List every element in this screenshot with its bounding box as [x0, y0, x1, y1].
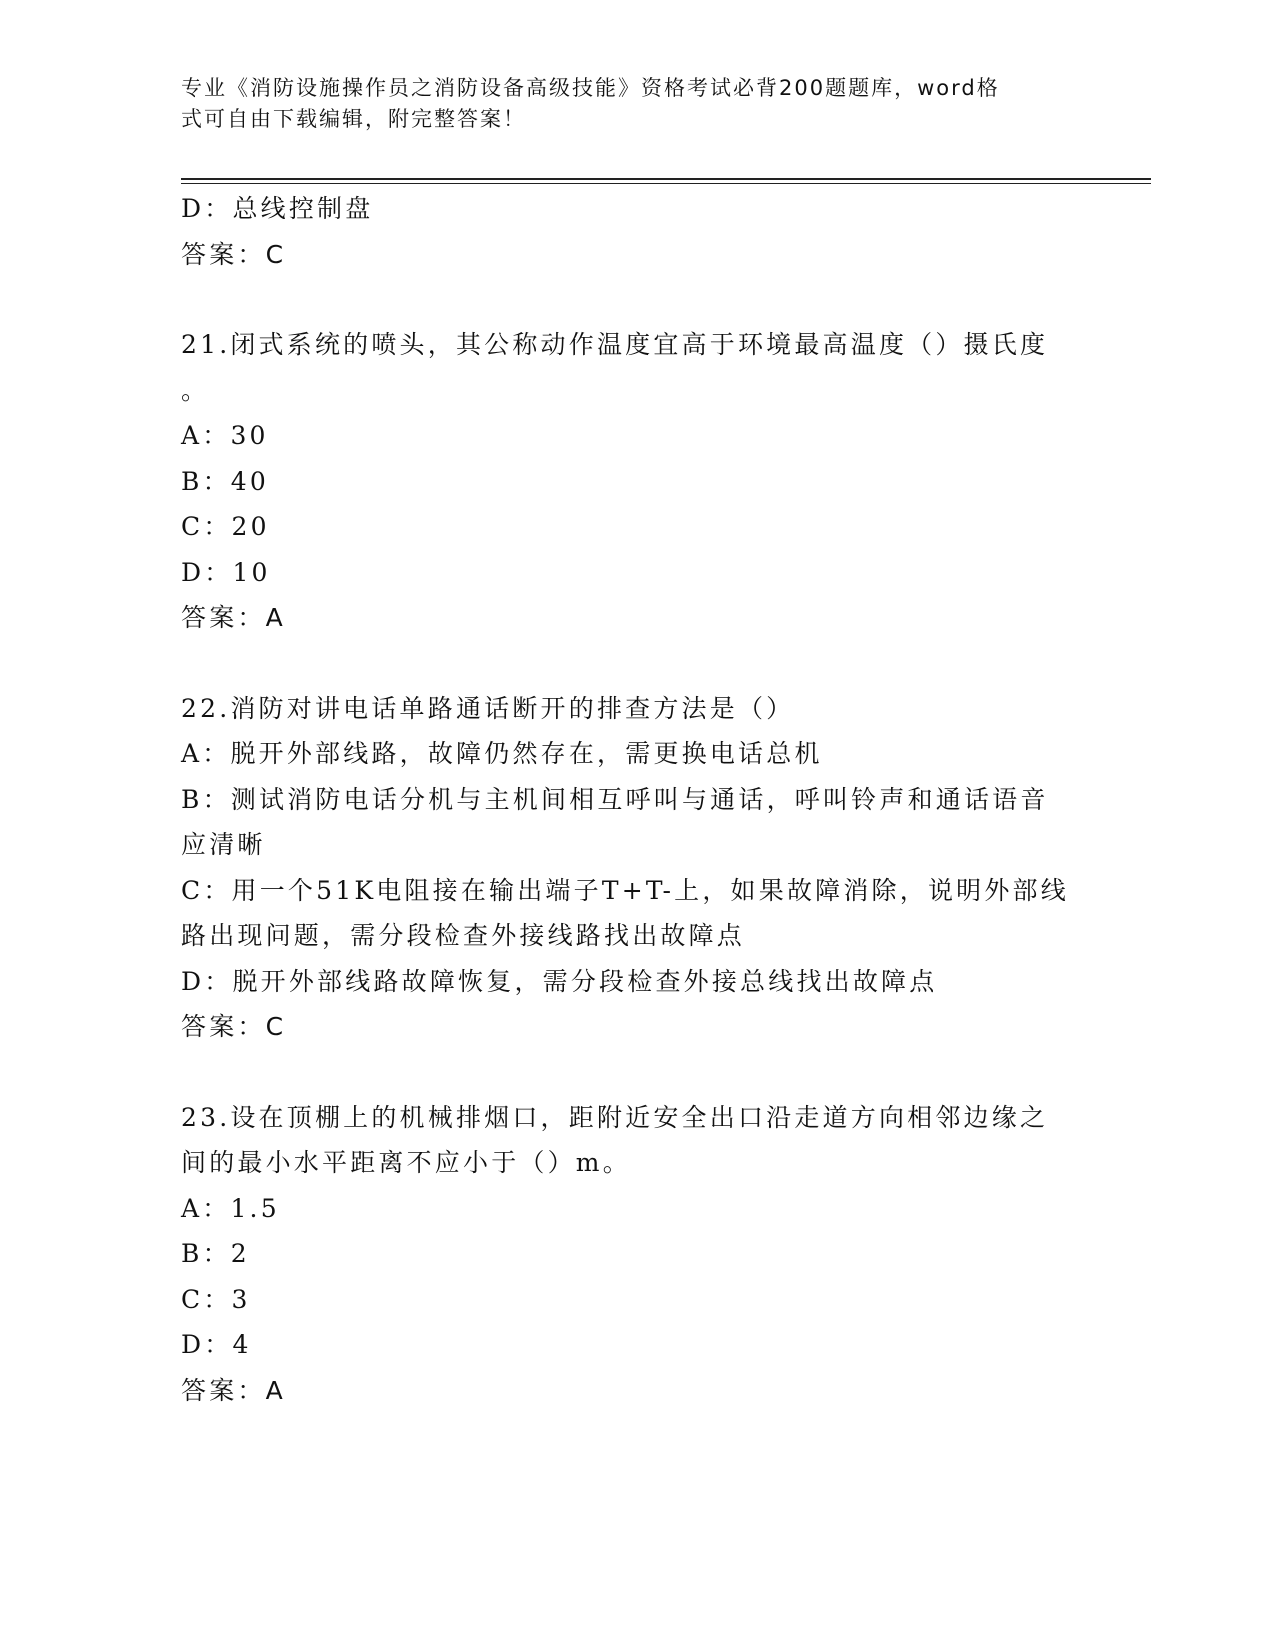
option-b: B：2 — [181, 1239, 250, 1268]
spacer — [181, 277, 1081, 322]
answer-text: 答案：A — [181, 603, 286, 632]
question-list — [181, 186, 1081, 1413]
option-a: A：脱开外部线路，故障仍然存在，需更换电话总机 — [181, 739, 823, 768]
question-stem-continued: 间的最小水平距离不应小于（）m。 — [181, 1148, 631, 1177]
option-c-continued: 路出现问题，需分段检查外接线路找出故障点 — [181, 921, 746, 950]
answer-text: 答案：C — [181, 1012, 287, 1041]
header-title-line-2: 式可自由下载编辑，附完整答案！ — [181, 107, 526, 131]
option-d: D：总线控制盘 — [181, 194, 374, 223]
option-b-continued: 应清晰 — [181, 830, 266, 859]
spacer — [181, 1050, 1081, 1095]
option-d: D：4 — [181, 1330, 252, 1359]
header-divider-thin — [181, 183, 1151, 184]
header-divider — [181, 178, 1151, 180]
question-block-prev — [181, 186, 1081, 277]
option-b: B：测试消防电话分机与主机间相互呼叫与通话，呼叫铃声和通话语音 — [181, 784, 1049, 814]
option-c: C：3 — [181, 1284, 251, 1314]
spacer — [181, 641, 1081, 686]
option-a: A：30 — [181, 421, 269, 450]
question-stem: 21.闭式系统的喷头，其公称动作温度宜高于环境最高温度（）摄氏度 — [181, 330, 1049, 359]
option-c: C：20 — [181, 512, 270, 541]
answer-text: 答案：C — [181, 239, 287, 269]
question-block-23 — [181, 1095, 1081, 1414]
question-stem-continued: 。 — [181, 375, 210, 405]
option-b: B：40 — [181, 466, 269, 496]
question-stem: 22.消防对讲电话单路通话断开的排查方法是（） — [181, 693, 795, 723]
header-title-line-1: 专业《消防设施操作员之消防设备高级技能》资格考试必背200题题库，word格 — [181, 76, 1000, 100]
option-d: D：脱开外部线路故障恢复，需分段检查外接总线找出故障点 — [181, 966, 938, 996]
question-block-22 — [181, 686, 1081, 1050]
option-d: D：10 — [181, 557, 271, 587]
question-stem: 23.设在顶棚上的机械排烟口，距附近安全出口沿走道方向相邻边缘之 — [181, 1102, 1049, 1132]
question-block-21 — [181, 322, 1081, 641]
option-a: A：1.5 — [181, 1193, 280, 1223]
answer-text: 答案：A — [181, 1375, 286, 1405]
option-c: C：用一个51K电阻接在输出端子T+T-上，如果故障消除，说明外部线 — [181, 875, 1069, 905]
document-header — [181, 73, 1061, 135]
